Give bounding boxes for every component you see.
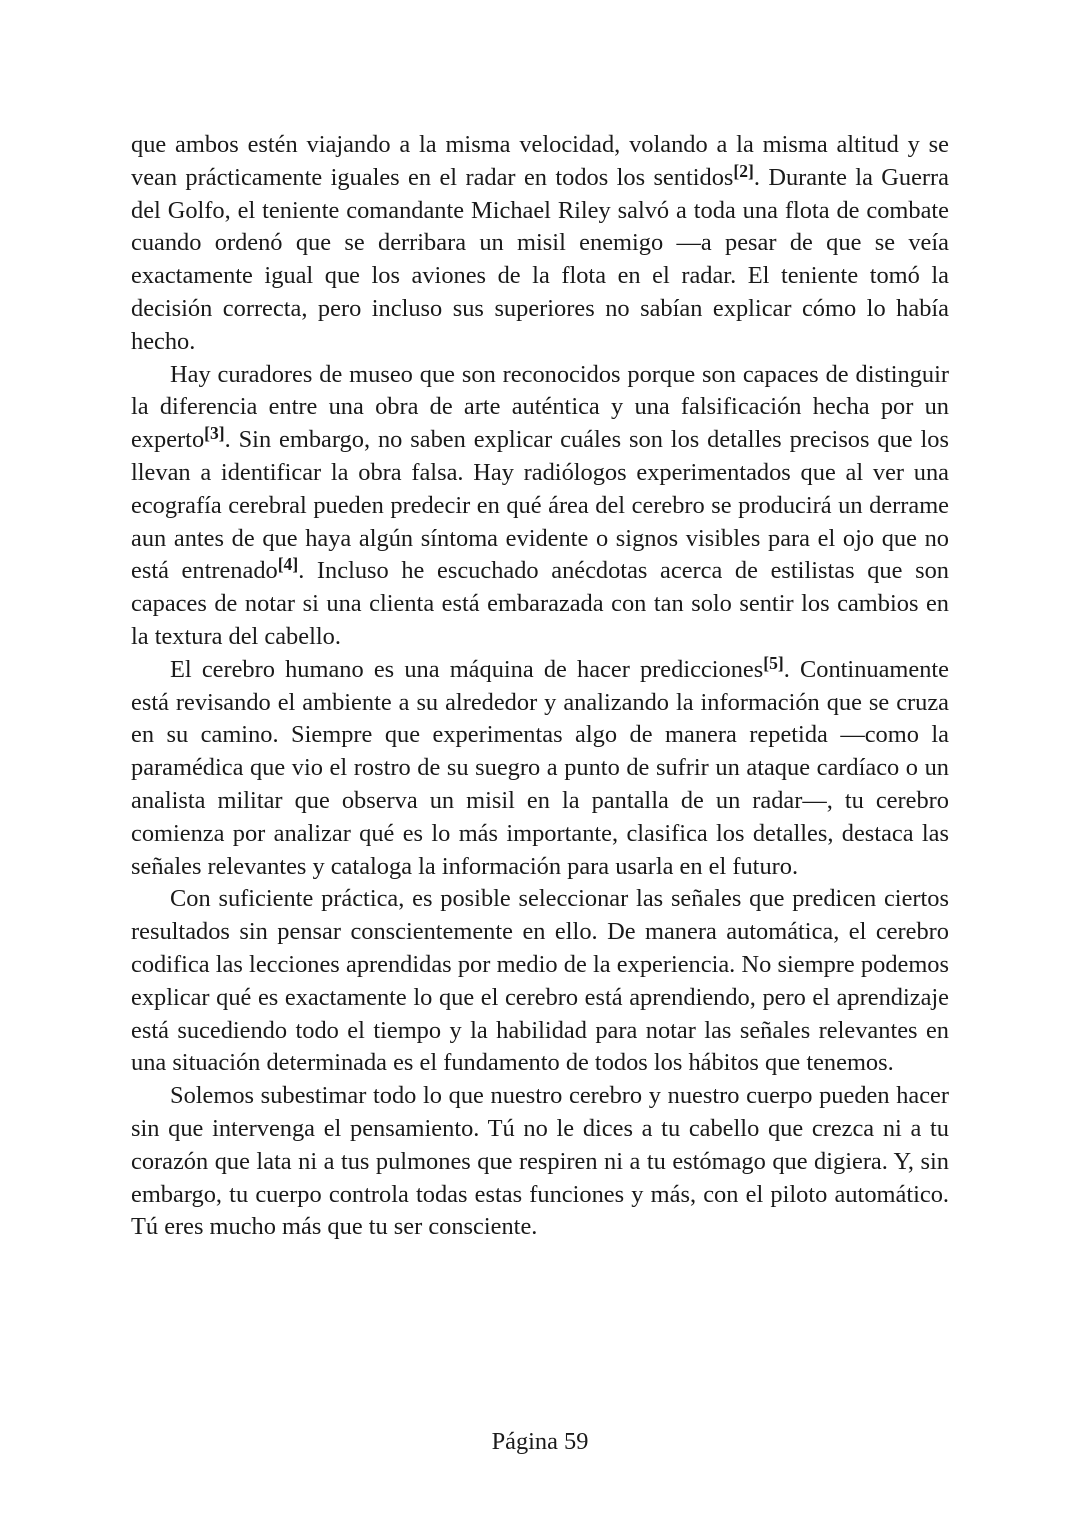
paragraph-text: . Durante la Guerra del Golfo, el teniente comandante Michael Riley salvó a toda una flota de combate cuando ordenó que se derribara un misil enemigo —a pesar de que se veía exactamente igual que los aviones de la flota en el radar. El teniente tomó la decisión correcta, pero incluso sus superiores no sabían explicar cómo lo había hecho. bbox=[131, 163, 949, 355]
footnote-ref-4[interactable]: [4] bbox=[277, 554, 299, 575]
paragraph-text: El cerebro humano es una máquina de hacer predicciones bbox=[170, 655, 764, 683]
paragraph-text: que ambos estén viajando a la misma velocidad, volando a la misma altitud y se vean prácticamente iguales en el radar en todos los sentidos bbox=[131, 131, 949, 191]
paragraph-5 bbox=[131, 1080, 949, 1244]
page-body bbox=[131, 129, 949, 1244]
paragraph-text: Con suficiente práctica, es posible seleccionar las señales que predicen ciertos resultados sin pensar conscientemente en ello. De manera automática, el cerebro codifica las lecciones aprendidas por medio de la experiencia. No siempre podemos explicar qué es exactamente lo que el cerebro está aprendiendo, pero el aprendizaje está sucediendo todo el tiempo y la habilidad para notar las señales relevantes en una situación determinada es el fundamento de todos los hábitos que tenemos. bbox=[131, 885, 949, 1077]
paragraph-3 bbox=[131, 654, 949, 884]
footnote-ref-3[interactable]: [3] bbox=[204, 423, 225, 444]
footnote-ref-5[interactable]: [5] bbox=[763, 652, 784, 673]
paragraph-text: Solemos subestimar todo lo que nuestro cerebro y nuestro cuerpo pueden hacer sin que intervenga el pensamiento. Tú no le dices a tu cabello que crezca ni a tu corazón que lata ni a tus pulmones que respiren ni a tu estómago que digiera. Y, sin embargo, tu cuerpo controla todas estas funciones y más, con el piloto automático. Tú eres mucho más que tu ser consciente. bbox=[131, 1082, 949, 1241]
paragraph-text: Hay curadores de museo que son reconocidos porque son capaces de distinguir la diferencia entre una obra de arte auténtica y una falsificación hecha por un experto bbox=[131, 360, 949, 454]
paragraph-1 bbox=[131, 129, 949, 359]
paragraph-text: . Sin embargo, no saben explicar cuáles son los detalles precisos que los llevan a identificar la obra falsa. Hay radiólogos experimentados que al ver una ecografía cerebral pueden predecir en qué área del cerebro se producirá un derrame aun antes de que haya algún síntoma evidente o signos visibles para el ojo que no está entrenado bbox=[131, 426, 949, 585]
paragraph-4 bbox=[131, 883, 949, 1080]
footnote-ref-2[interactable]: [2] bbox=[733, 160, 754, 181]
page-number: Página 59 bbox=[491, 1428, 589, 1455]
paragraph-2 bbox=[131, 359, 949, 654]
paragraph-text: . Continuamente está revisando el ambiente a su alrededor y analizando la información que se cruza en su camino. Siempre que experimentas algo de manera repetida —como la paramédica que vio el rostro de su suegro a punto de sufrir un ataque cardíaco o un analista militar que observa un misil en la pantalla de un radar—, tu cerebro comienza por analizar qué es lo más importante, clasifica los detalles, destaca las señales relevantes y cataloga la información para usarla en el futuro. bbox=[131, 655, 949, 880]
paragraph-text: . Incluso he escuchado anécdotas acerca de estilistas que son capaces de notar si una clienta está embarazada con tan solo sentir los cambios en la textura del cabello. bbox=[131, 557, 949, 650]
